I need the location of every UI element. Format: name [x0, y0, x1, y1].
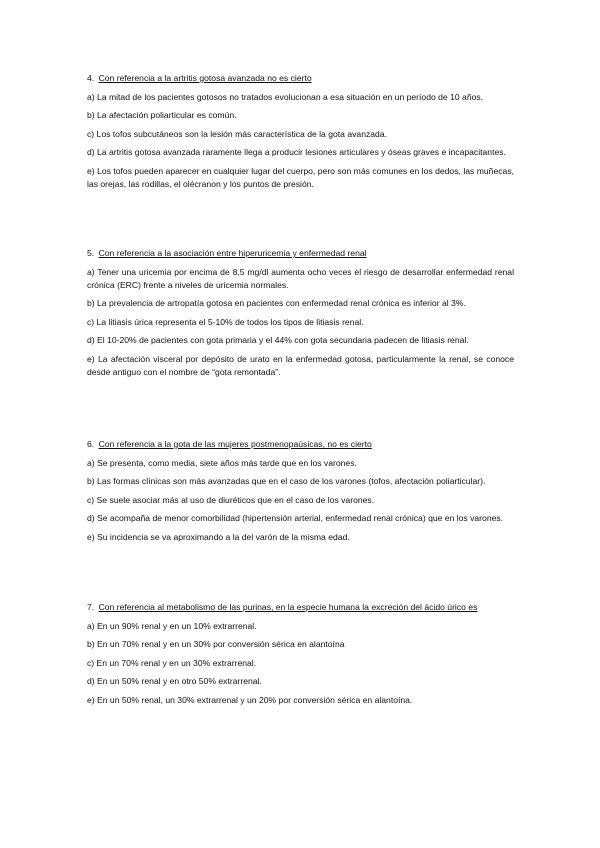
option-e: e) La afectación visceral por depósito de urato en la enfermedad gotosa, particularmente la renal, se conoce desde antiguo con el nombre de “gota remontada”. [87, 353, 514, 377]
option-a: a) En un 90% renal y en un 10% extrarrenal. [87, 620, 257, 631]
question-text: Con referencia a la artritis gotosa avanzada no es cierto [98, 73, 312, 83]
option-e: e) Su incidencia se va aproximando a la del varón de la misma edad. [87, 531, 350, 542]
question-title [87, 72, 514, 85]
option-d: d) Se acompaña de menor comorbilidad (hipertensión arterial, enfermedad renal crónica) que en los varones. [87, 513, 504, 523]
option-c: c) La litiasis úrica representa el 5-10% de todos los tipos de litiasis renal. [87, 316, 364, 327]
question-5 [87, 247, 514, 379]
option-c: c) En un 70% renal y en un 30% extrarrenal. [87, 657, 257, 668]
question-7 [87, 601, 514, 707]
option-c: c) Los tofos subcutáneos son la lesión más característica de la gota avanzada. [87, 128, 387, 139]
question-title [87, 247, 514, 260]
question-text: Con referencia a la gota de las mujeres postmenopaúsicas, no es cierto [98, 439, 372, 449]
option-a: a) Tener una uricemia por encima de 8,5 mg/dl aumenta ocho veces el riesgo de desarrollar enfermedad renal crónica (ERC) frente a niveles de uricemia normales. [87, 266, 514, 290]
option-b: b) En un 70% renal y en un 30% por conversión sérica en alantoína [87, 639, 345, 649]
question-number: 5. [87, 248, 95, 258]
option-c: c) Se suele asociar más al uso de diuréticos que en el caso de los varones. [87, 494, 375, 505]
question-number: 7. [87, 602, 95, 612]
option-b: b) Las formas clínicas son más avanzadas que en el caso de los varones (tofos, afectación poliarticular). [87, 476, 486, 486]
question-text: Con referencia al metabolismo de las purinas, en la especie humana la excreción del ácido úrico es [98, 602, 478, 612]
question-number: 4. [87, 73, 95, 83]
option-b: b) La afectación poliarticular es común. [87, 110, 237, 120]
question-6 [87, 438, 514, 544]
option-d: d) El 10-20% de pacientes con gota primaria y el 44% con gota secundaria padecen de litiasis renal. [87, 335, 469, 345]
question-text: Con referencia a la asociación entre hiperuricemia y enfermedad renal [98, 248, 367, 258]
option-b: b) La prevalencia de artropatía gotosa en pacientes con enfermedad renal crónica es inferior al 3%. [87, 298, 466, 308]
option-d: d) En un 50% renal y en otro 50% extrarrenal. [87, 676, 262, 686]
question-title [87, 438, 514, 451]
option-a: a) Se presenta, como media, siete años más tarde que en los varones. [87, 457, 357, 468]
option-d: d) La artritis gotosa avanzada raramente llega a producir lesiones articulares y óseas graves e incapacitantes. [87, 147, 506, 157]
question-number: 6. [87, 439, 95, 449]
question-4 [87, 72, 514, 191]
question-title [87, 601, 514, 614]
option-a: a) La mitad de los pacientes gotosos no tratados evolucionan a esa situación en un período de 10 años. [87, 91, 484, 102]
option-e: e) En un 50% renal, un 30% extrarrenal y un 20% por conversión sérica en alantoína. [87, 694, 413, 705]
option-e: e) Los tofos pueden aparecer en cualquier lugar del cuerpo, pero son más comunes en los dedos, las muñecas, las orejas, las rodillas, el olécranon y los puntos de presión. [87, 165, 514, 189]
